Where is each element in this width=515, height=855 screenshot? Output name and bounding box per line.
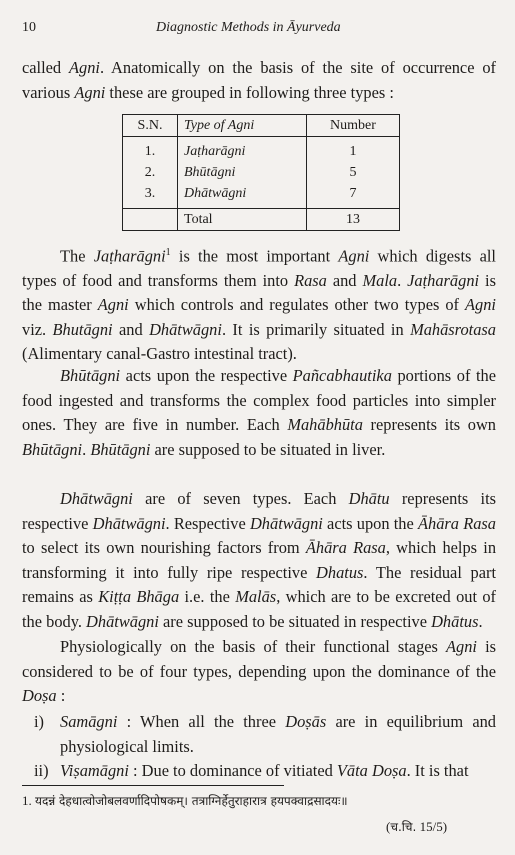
table-row: 2. Bhūtāgni 5	[123, 162, 400, 183]
paragraph-dhatwagni: Dhātwāgni are of seven types. Each Dhātu represents its respective Dhātwāgni. Respective Dhātwāgni acts upon the Āhāra Rasa to select its own nourishing factors from Āhāra Rasa, which helps in transforming it into fully ripe respective Dhatus. The residual part remains as Kiṭṭa Bhāga i.e. the Malās, which are to be excreted out of the body. Dhātwāgni are supposed to be situated in respective Dhātus.	[22, 489, 497, 631]
table-row: 3. Dhātwāgni 7	[123, 183, 400, 209]
table-header-row	[123, 115, 400, 137]
header-number: Number	[307, 115, 400, 137]
footnote	[22, 792, 348, 809]
footnote-rule	[22, 785, 284, 786]
footnote-number: 1.	[22, 793, 32, 808]
page-number: 10	[22, 20, 36, 35]
total-label: Total	[178, 209, 307, 231]
list-item: i) Samāgni : When all the three Doṣās are in equilibrium and physiological limits.	[34, 712, 496, 756]
agni-list	[22, 710, 496, 784]
paragraph-bhutagni: Bhūtāgni acts upon the respective Pañcabhautika portions of the food ingested and transforms the complex food particles into simpler ones. They are five in number. Each Mahābhūta represents its own Bhūtāgni. Bhūtāgni are supposed to be situated in liver.	[22, 366, 497, 459]
footnote-sanskrit: यदन्नं देहधात्वोजोबलवर्णादिपोषकम्। तत्राग्निर्हेतुराहारात्र हयपक्वाद्रसादयः॥	[35, 794, 348, 808]
paragraph-jatharagni: The Jaṭharāgni$^1$ is the most important Agni which digests all types of food and transforms them into Rasa and Mala. Jaṭharāgni is the master Agni which controls and regulates other two types of Agni viz. Bhutāgni and Dhātwāgni. It is primarily situated in Mahāsrotasa (Alimentary canal-Gastro intestinal tract).	[22, 246, 496, 364]
total-value: 13	[307, 209, 400, 231]
intro-paragraph: called Agni. Anatomically on the basis of the site of occurrence of various Agni these are grouped in following three types :	[22, 58, 496, 102]
agni-types-table	[122, 114, 400, 231]
header-type: Type of Agni	[178, 115, 307, 137]
paragraph-types-of-agni: Physiologically on the basis of their functional stages Agni is considered to be of four types, depending upon the dominance of the Doṣa :	[22, 637, 496, 705]
page-header	[22, 20, 493, 40]
table-total-row	[123, 209, 400, 231]
header-sn: S.N.	[123, 115, 178, 137]
table-row: 1. Jaṭharāgni 1	[123, 137, 400, 163]
running-title: Diagnostic Methods in Āyurveda	[156, 20, 341, 35]
footnote-reference: (च.चि. 15/5)	[386, 819, 448, 834]
list-item: ii) Viṣamāgni : Due to dominance of vitiated Vāta Doṣa. It is that	[34, 761, 469, 780]
